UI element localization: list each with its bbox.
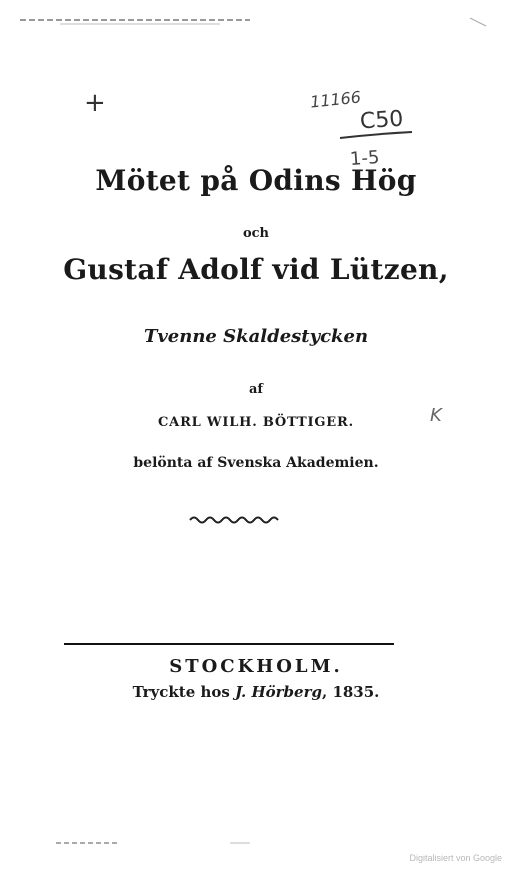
title-line-1: Mötet på Odins Hög [95,164,417,197]
subtitle: Tvenne Skaldestycken [143,326,369,347]
digitization-credit: Digitalisiert von Google [409,853,502,863]
handwritten-code: C50 [359,106,405,135]
ornament-divider [188,514,280,526]
handwritten-number: 1-5 [349,146,381,171]
imprint-city: STOCKHOLM. [169,656,343,677]
imprint-rule [0,640,512,648]
title-conjunction: och [242,226,270,241]
handwritten-shelfmark: 11166 [309,87,362,112]
printer-prefix: Tryckte hos [132,683,230,701]
award-line: belönta af Svenska Akademien. [133,455,379,471]
by-word: af [248,382,263,397]
imprint-year: 1835. [332,683,380,701]
title-line-2: Gustaf Adolf vid Lützen, [63,253,449,286]
imprint-printer: Tryckte hos J. Hörberg, 1835. [132,683,380,701]
bottom-scan-edge [0,838,512,848]
handwritten-letter: K [430,405,442,426]
handwritten-cross: + [84,88,106,118]
printer-name: J. Hörberg [235,683,322,701]
author-name: CARL WILH. BÖTTIGER. [158,415,354,430]
